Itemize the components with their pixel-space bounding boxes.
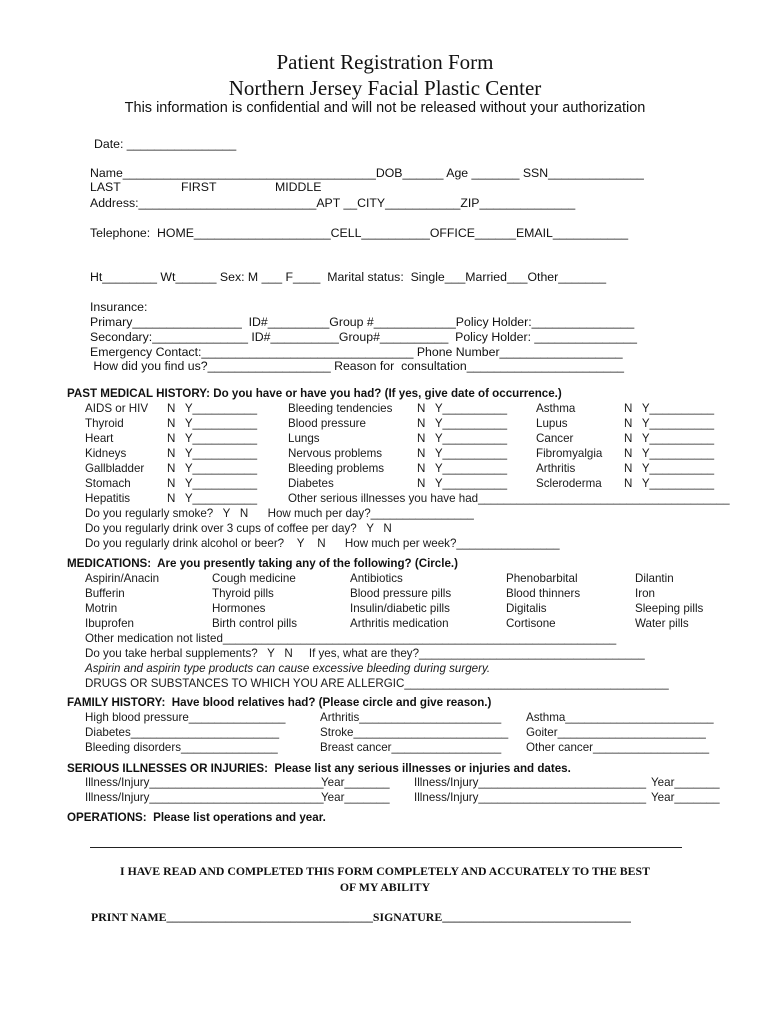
condition-yes-no[interactable]: N Y__________: [167, 402, 258, 415]
hepatitis-label: Hepatitis: [85, 492, 131, 505]
illness-year-field[interactable]: Year_______: [651, 776, 720, 789]
family-history-field[interactable]: Asthma_______________________: [526, 711, 714, 724]
section-divider: [90, 847, 682, 848]
medication-option[interactable]: Blood pressure pills: [350, 587, 452, 600]
condition-label: Thyroid: [85, 417, 124, 430]
condition-yes-no[interactable]: N Y__________: [417, 477, 508, 490]
medication-option[interactable]: Sleeping pills: [635, 602, 704, 615]
illness-injury-field[interactable]: Illness/Injury__________________________: [414, 776, 647, 789]
medication-option[interactable]: Iron: [635, 587, 655, 600]
condition-label: Asthma: [536, 402, 576, 415]
illness-injury-field[interactable]: Illness/Injury___________________________: [85, 776, 324, 789]
attestation-line-2: OF MY ABILITY: [339, 880, 431, 894]
condition-label: Lungs: [288, 432, 320, 445]
condition-label: Stomach: [85, 477, 131, 490]
medical-history-heading: PAST MEDICAL HISTORY: Do you have or have you had? (If yes, give date of occurrence.): [67, 387, 562, 400]
allergies-field[interactable]: DRUGS OR SUBSTANCES TO WHICH YOU ARE ALLERGIC_________________________________________: [85, 677, 669, 690]
smoke-question[interactable]: Do you regularly smoke? Y N How much per day?________________: [85, 507, 474, 520]
condition-yes-no[interactable]: N Y__________: [624, 462, 715, 475]
condition-label: AIDS or HIV: [85, 402, 149, 415]
condition-label: Bleeding tendencies: [288, 402, 393, 415]
hepatitis-yn[interactable]: N Y__________: [167, 492, 258, 505]
confidentiality-notice: This information is confidential and will not be released without your authorization: [124, 100, 646, 116]
family-history-field[interactable]: Bleeding disorders_______________: [85, 741, 278, 754]
family-history-field[interactable]: High blood pressure_______________: [85, 711, 286, 724]
condition-label: Lupus: [536, 417, 568, 430]
family-history-field[interactable]: Other cancer__________________: [526, 741, 710, 754]
medication-option[interactable]: Motrin: [85, 602, 118, 615]
name-middle-label: MIDDLE: [275, 180, 322, 194]
date-field[interactable]: Date: ________________: [94, 137, 237, 151]
medication-option[interactable]: Cough medicine: [212, 572, 296, 585]
illness-injury-field[interactable]: Illness/Injury___________________________: [85, 791, 324, 804]
primary-insurance-line[interactable]: Primary________________ ID#_________Group #____________Policy Holder:_______________: [90, 315, 635, 329]
family-history-field[interactable]: Diabetes_______________________: [85, 726, 280, 739]
condition-yes-no[interactable]: N Y__________: [167, 417, 258, 430]
medication-option[interactable]: Cortisone: [506, 617, 556, 630]
herbal-supplements-question[interactable]: Do you take herbal supplements? Y N If yes, what are they?___________________________________: [85, 647, 645, 660]
condition-label: Fibromyalgia: [536, 447, 603, 460]
secondary-insurance-line[interactable]: Secondary:______________ ID#__________Group#__________ Policy Holder: _______________: [90, 330, 637, 344]
condition-yes-no[interactable]: N Y__________: [624, 432, 715, 445]
vitals-line[interactable]: Ht________ Wt______ Sex: M ___ F____ Marital status: Single___Married___Other_______: [90, 270, 607, 284]
aspirin-warning: Aspirin and aspirin type products can cause excessive bleeding during surgery.: [85, 662, 491, 675]
name-first-label: FIRST: [181, 180, 217, 194]
condition-yes-no[interactable]: N Y__________: [624, 402, 715, 415]
referral-line[interactable]: How did you find us?__________________ Reason for consultation_______________________: [90, 359, 624, 373]
condition-label: Scleroderma: [536, 477, 602, 490]
condition-label: Cancer: [536, 432, 574, 445]
medication-option[interactable]: Aspirin/Anacin: [85, 572, 160, 585]
name-dob-age-ssn-line[interactable]: Name_____________________________________DOB______ Age _______ SSN______________: [90, 166, 644, 180]
illness-injury-field[interactable]: Illness/Injury__________________________: [414, 791, 647, 804]
condition-label: Bleeding problems: [288, 462, 385, 475]
condition-yes-no[interactable]: N Y__________: [624, 477, 715, 490]
medication-option[interactable]: Dilantin: [635, 572, 674, 585]
medication-option[interactable]: Insulin/diabetic pills: [350, 602, 450, 615]
medication-option[interactable]: Arthritis medication: [350, 617, 449, 630]
family-history-field[interactable]: Stroke________________________: [320, 726, 509, 739]
address-line[interactable]: Address:__________________________APT __CITY___________ZIP______________: [90, 196, 576, 210]
condition-label: Arthritis: [536, 462, 576, 475]
illness-year-field[interactable]: Year_______: [321, 776, 390, 789]
medication-option[interactable]: Water pills: [635, 617, 689, 630]
condition-label: Blood pressure: [288, 417, 366, 430]
illness-year-field[interactable]: Year_______: [651, 791, 720, 804]
condition-yes-no[interactable]: N Y__________: [167, 462, 258, 475]
print-name-signature-line[interactable]: PRINT NAME___________________________________SIGNATURE________________________________: [91, 910, 631, 924]
operations-heading: OPERATIONS: Please list operations and year.: [67, 811, 326, 824]
emergency-contact-line[interactable]: Emergency Contact:_______________________________ Phone Number__________________: [90, 345, 623, 359]
medication-option[interactable]: Ibuprofen: [85, 617, 134, 630]
form-title: Patient Registration Form: [276, 50, 494, 74]
condition-yes-no[interactable]: N Y__________: [417, 447, 508, 460]
attestation-line-1: I HAVE READ AND COMPLETED THIS FORM COMPLETELY AND ACCURATELY TO THE BEST: [120, 864, 650, 878]
condition-label: Nervous problems: [288, 447, 383, 460]
condition-label: Heart: [85, 432, 114, 445]
condition-yes-no[interactable]: N Y__________: [417, 432, 508, 445]
name-last-label: LAST: [90, 180, 121, 194]
medication-option[interactable]: Antibiotics: [350, 572, 403, 585]
condition-yes-no[interactable]: N Y__________: [167, 432, 258, 445]
medication-option[interactable]: Phenobarbital: [506, 572, 578, 585]
insurance-label: Insurance:: [90, 300, 148, 314]
other-medication-field[interactable]: Other medication not listed_____________________________________________________________: [85, 632, 617, 645]
condition-yes-no[interactable]: N Y__________: [417, 462, 508, 475]
medications-heading: MEDICATIONS: Are you presently taking any of the following? (Circle.): [67, 557, 458, 570]
family-history-field[interactable]: Goiter_______________________: [526, 726, 706, 739]
condition-label: Kidneys: [85, 447, 127, 460]
medication-option[interactable]: Thyroid pills: [212, 587, 274, 600]
medication-option[interactable]: Bufferin: [85, 587, 125, 600]
serious-illnesses-heading: SERIOUS ILLNESSES OR INJURIES: Please list any serious illnesses or injuries and dates.: [67, 762, 571, 775]
illness-year-field[interactable]: Year_______: [321, 791, 390, 804]
family-history-heading: FAMILY HISTORY: Have blood relatives had? (Please circle and give reason.): [67, 696, 492, 709]
condition-label: Diabetes: [288, 477, 334, 490]
family-history-field[interactable]: Arthritis______________________: [320, 711, 502, 724]
condition-yes-no[interactable]: N Y__________: [417, 402, 508, 415]
condition-yes-no[interactable]: N Y__________: [167, 477, 258, 490]
medication-option[interactable]: Blood thinners: [506, 587, 581, 600]
clinic-name: Northern Jersey Facial Plastic Center: [228, 76, 542, 100]
condition-yes-no[interactable]: N Y__________: [167, 447, 258, 460]
other-illnesses-field[interactable]: Other serious illnesses you have had_______________________________________: [288, 492, 730, 505]
condition-yes-no[interactable]: N Y__________: [417, 417, 508, 430]
condition-yes-no[interactable]: N Y__________: [624, 417, 715, 430]
coffee-question[interactable]: Do you regularly drink over 3 cups of coffee per day? Y N: [85, 522, 392, 535]
telephone-line[interactable]: Telephone: HOME____________________CELL__________OFFICE______EMAIL___________: [90, 226, 629, 240]
medication-option[interactable]: Digitalis: [506, 602, 547, 615]
condition-label: Gallbladder: [85, 462, 145, 475]
medication-option[interactable]: Hormones: [212, 602, 266, 615]
condition-yes-no[interactable]: N Y__________: [624, 447, 715, 460]
medication-option[interactable]: Birth control pills: [212, 617, 298, 630]
alcohol-question[interactable]: Do you regularly drink alcohol or beer? Y N How much per week?________________: [85, 537, 560, 550]
family-history-field[interactable]: Breast cancer_________________: [320, 741, 502, 754]
